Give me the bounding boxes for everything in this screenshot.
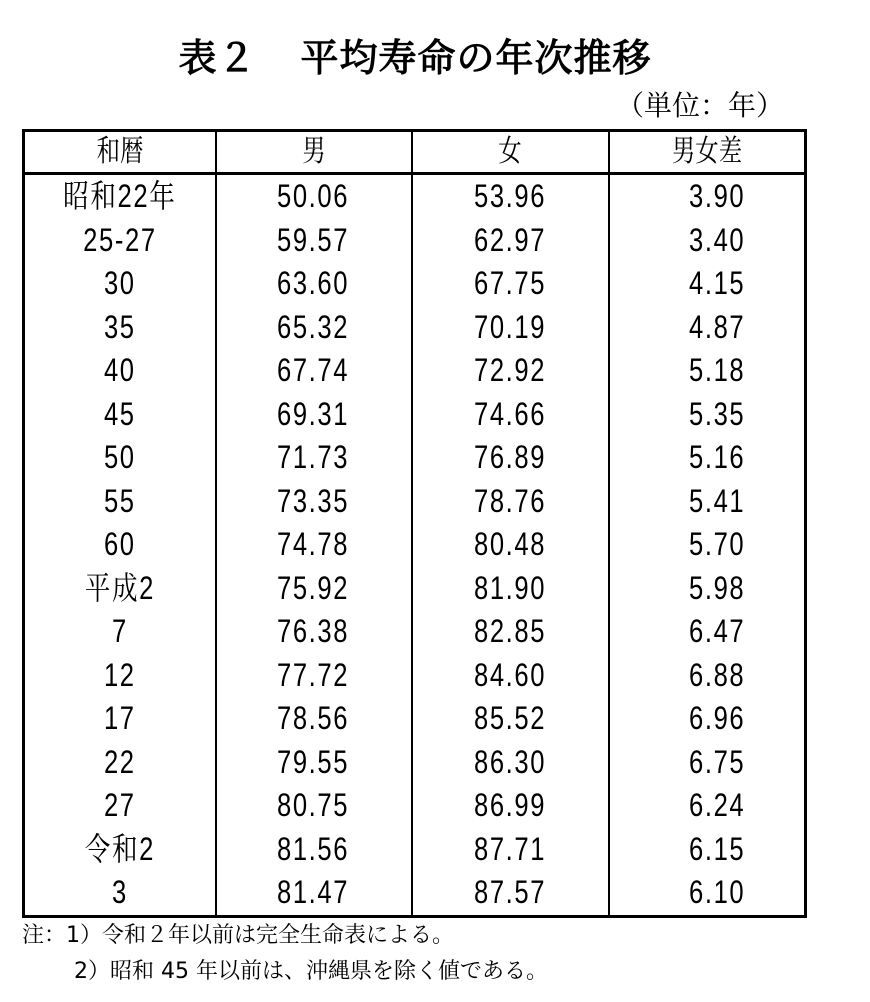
cell-difference-value: 6.10: [688, 874, 745, 910]
cell-era: [24, 871, 216, 916]
cell-male-value: 79.55: [277, 743, 350, 780]
cell-era: [24, 741, 216, 785]
cell-era-value: 45: [103, 395, 136, 432]
cell-male-value: 78.56: [277, 700, 350, 736]
cell-difference: [609, 393, 806, 437]
cell-female: [412, 174, 609, 219]
cell-female-value: 78.76: [473, 482, 547, 519]
footnotes: [22, 918, 548, 990]
header-era: [24, 131, 216, 174]
header-female: [412, 131, 609, 174]
cell-era-value: 令和2: [84, 830, 155, 867]
table-title-text: 平均寿命の年次推移: [300, 36, 652, 80]
cell-male-value: 67.74: [277, 352, 350, 388]
table-row: [24, 697, 806, 741]
cell-era: [24, 393, 216, 437]
cell-female-value: 82.85: [473, 613, 547, 649]
cell-era-value: 35: [103, 308, 136, 345]
cell-male: [216, 523, 412, 567]
cell-male: [216, 262, 412, 306]
cell-difference: [609, 523, 806, 567]
table-row: [24, 828, 806, 872]
cell-era: [24, 523, 216, 567]
cell-era-value: 7: [111, 613, 128, 649]
page-title: [0, 34, 830, 82]
footnote-2: 2）昭和 45 年以前は、沖縄県を除く値である。: [74, 959, 548, 984]
cell-difference-value: 3.90: [688, 178, 745, 214]
cell-difference-value: 4.87: [688, 308, 745, 345]
cell-female: [412, 523, 609, 567]
cell-female: [412, 436, 609, 480]
cell-difference-value: 5.18: [688, 352, 745, 388]
cell-female-value: 72.92: [473, 352, 547, 388]
cell-difference-value: 5.41: [688, 482, 745, 519]
table-row: [24, 480, 806, 524]
cell-female-value: 87.71: [473, 830, 547, 867]
table-row: [24, 741, 806, 785]
header-male-label: 男: [301, 134, 326, 169]
cell-male: [216, 828, 412, 872]
cell-male-value: 69.31: [277, 395, 350, 432]
cell-female: [412, 393, 609, 437]
header-female-label: 女: [498, 134, 522, 169]
cell-era: [24, 828, 216, 872]
cell-female: [412, 567, 609, 611]
cell-difference: [609, 306, 806, 350]
cell-female: [412, 219, 609, 263]
cell-male-value: 80.75: [277, 787, 350, 823]
cell-difference-value: 4.15: [688, 265, 745, 301]
cell-era-value: 60: [103, 526, 136, 562]
cell-difference-value: 5.16: [688, 439, 745, 475]
cell-difference-value: 6.96: [688, 700, 745, 736]
cell-difference-value: 5.70: [688, 526, 745, 562]
cell-female: [412, 349, 609, 393]
cell-male: [216, 784, 412, 828]
cell-difference: [609, 610, 806, 654]
cell-male: [216, 697, 412, 741]
cell-difference: [609, 174, 806, 219]
cell-female: [412, 871, 609, 916]
cell-female-value: 86.99: [473, 787, 547, 823]
cell-era-value: 30: [103, 265, 136, 301]
cell-era: [24, 784, 216, 828]
cell-difference: [609, 741, 806, 785]
cell-era: [24, 349, 216, 393]
cell-difference: [609, 436, 806, 480]
cell-difference-value: 6.88: [688, 656, 745, 693]
cell-era: [24, 174, 216, 219]
table-row: [24, 393, 806, 437]
cell-female-value: 84.60: [473, 656, 547, 693]
cell-male-value: 63.60: [277, 265, 350, 301]
cell-era-value: 3: [111, 874, 128, 910]
cell-male-value: 73.35: [277, 482, 350, 519]
table-row: [24, 654, 806, 698]
cell-female: [412, 654, 609, 698]
cell-difference: [609, 871, 806, 916]
table-row: [24, 174, 806, 219]
cell-era: [24, 610, 216, 654]
cell-difference-value: 6.75: [688, 743, 745, 780]
table-row: [24, 219, 806, 263]
table-row: [24, 262, 806, 306]
cell-female: [412, 741, 609, 785]
cell-difference: [609, 784, 806, 828]
cell-female: [412, 480, 609, 524]
cell-female-value: 87.57: [473, 874, 547, 910]
cell-male-value: 81.56: [277, 830, 350, 867]
cell-female: [412, 262, 609, 306]
unit-label: （単位：年）: [615, 89, 784, 122]
cell-difference: [609, 654, 806, 698]
cell-era-value: 昭和22年: [63, 178, 177, 214]
cell-difference-value: 5.35: [688, 395, 745, 432]
cell-era: [24, 436, 216, 480]
cell-male: [216, 306, 412, 350]
cell-era: [24, 262, 216, 306]
cell-era-value: 平成2: [84, 569, 155, 606]
footnote-1: 注：1）令和２年以前は完全生命表による。: [22, 923, 454, 948]
cell-female: [412, 697, 609, 741]
cell-era: [24, 306, 216, 350]
table-row: [24, 567, 806, 611]
cell-difference-value: 3.40: [688, 221, 745, 258]
cell-male: [216, 480, 412, 524]
cell-era-value: 55: [103, 482, 136, 519]
cell-male: [216, 436, 412, 480]
cell-male: [216, 349, 412, 393]
cell-male: [216, 741, 412, 785]
table-row: [24, 306, 806, 350]
cell-male: [216, 393, 412, 437]
cell-male-value: 77.72: [277, 656, 350, 693]
cell-male: [216, 654, 412, 698]
table-row: [24, 871, 806, 916]
table-header-row: [24, 131, 806, 174]
cell-difference: [609, 262, 806, 306]
cell-era-value: 22: [103, 743, 136, 780]
table-row: [24, 349, 806, 393]
cell-female-value: 74.66: [473, 395, 547, 432]
cell-female: [412, 828, 609, 872]
cell-female: [412, 610, 609, 654]
cell-female-value: 70.19: [473, 308, 547, 345]
header-male: [216, 131, 412, 174]
table-row: [24, 784, 806, 828]
cell-era-value: 17: [103, 700, 136, 736]
life-expectancy-table: [22, 129, 807, 918]
cell-male-value: 76.38: [277, 613, 350, 649]
cell-male: [216, 610, 412, 654]
cell-female-value: 86.30: [473, 743, 547, 780]
cell-male-value: 74.78: [277, 526, 350, 562]
cell-female-value: 85.52: [473, 700, 547, 736]
cell-era: [24, 219, 216, 263]
cell-difference: [609, 828, 806, 872]
cell-era-value: 40: [103, 352, 136, 388]
cell-female-value: 80.48: [473, 526, 547, 562]
cell-difference: [609, 349, 806, 393]
table-row: [24, 436, 806, 480]
cell-male: [216, 871, 412, 916]
table-row: [24, 523, 806, 567]
cell-female-value: 76.89: [473, 439, 547, 475]
cell-era-value: 27: [103, 787, 136, 823]
header-era-label: 和暦: [96, 134, 144, 169]
cell-difference: [609, 219, 806, 263]
cell-female-value: 53.96: [473, 178, 547, 214]
cell-female-value: 67.75: [473, 265, 547, 301]
cell-era: [24, 567, 216, 611]
cell-male: [216, 174, 412, 219]
cell-difference-value: 5.98: [688, 569, 745, 606]
cell-era: [24, 654, 216, 698]
cell-era: [24, 480, 216, 524]
cell-era-value: 12: [103, 656, 136, 693]
cell-difference-value: 6.15: [688, 830, 745, 867]
cell-male-value: 75.92: [277, 569, 350, 606]
cell-era: [24, 697, 216, 741]
cell-difference: [609, 480, 806, 524]
cell-male-value: 71.73: [277, 439, 350, 475]
table-number: 表２: [178, 36, 257, 80]
cell-era-value: 25-27: [83, 221, 157, 258]
cell-difference: [609, 567, 806, 611]
cell-female: [412, 784, 609, 828]
cell-difference: [609, 697, 806, 741]
cell-difference-value: 6.47: [688, 613, 745, 649]
cell-era-value: 50: [103, 439, 136, 475]
cell-male-value: 65.32: [277, 308, 350, 345]
cell-female: [412, 306, 609, 350]
cell-male: [216, 219, 412, 263]
cell-male-value: 50.06: [277, 178, 350, 214]
cell-male-value: 59.57: [277, 221, 350, 258]
cell-difference-value: 6.24: [688, 787, 745, 823]
cell-male: [216, 567, 412, 611]
cell-female-value: 81.90: [473, 569, 547, 606]
header-difference: [609, 131, 806, 174]
table-body: [24, 174, 806, 917]
header-difference-label: 男女差: [671, 134, 742, 169]
cell-male-value: 81.47: [277, 874, 350, 910]
table-row: [24, 610, 806, 654]
cell-female-value: 62.97: [473, 221, 547, 258]
